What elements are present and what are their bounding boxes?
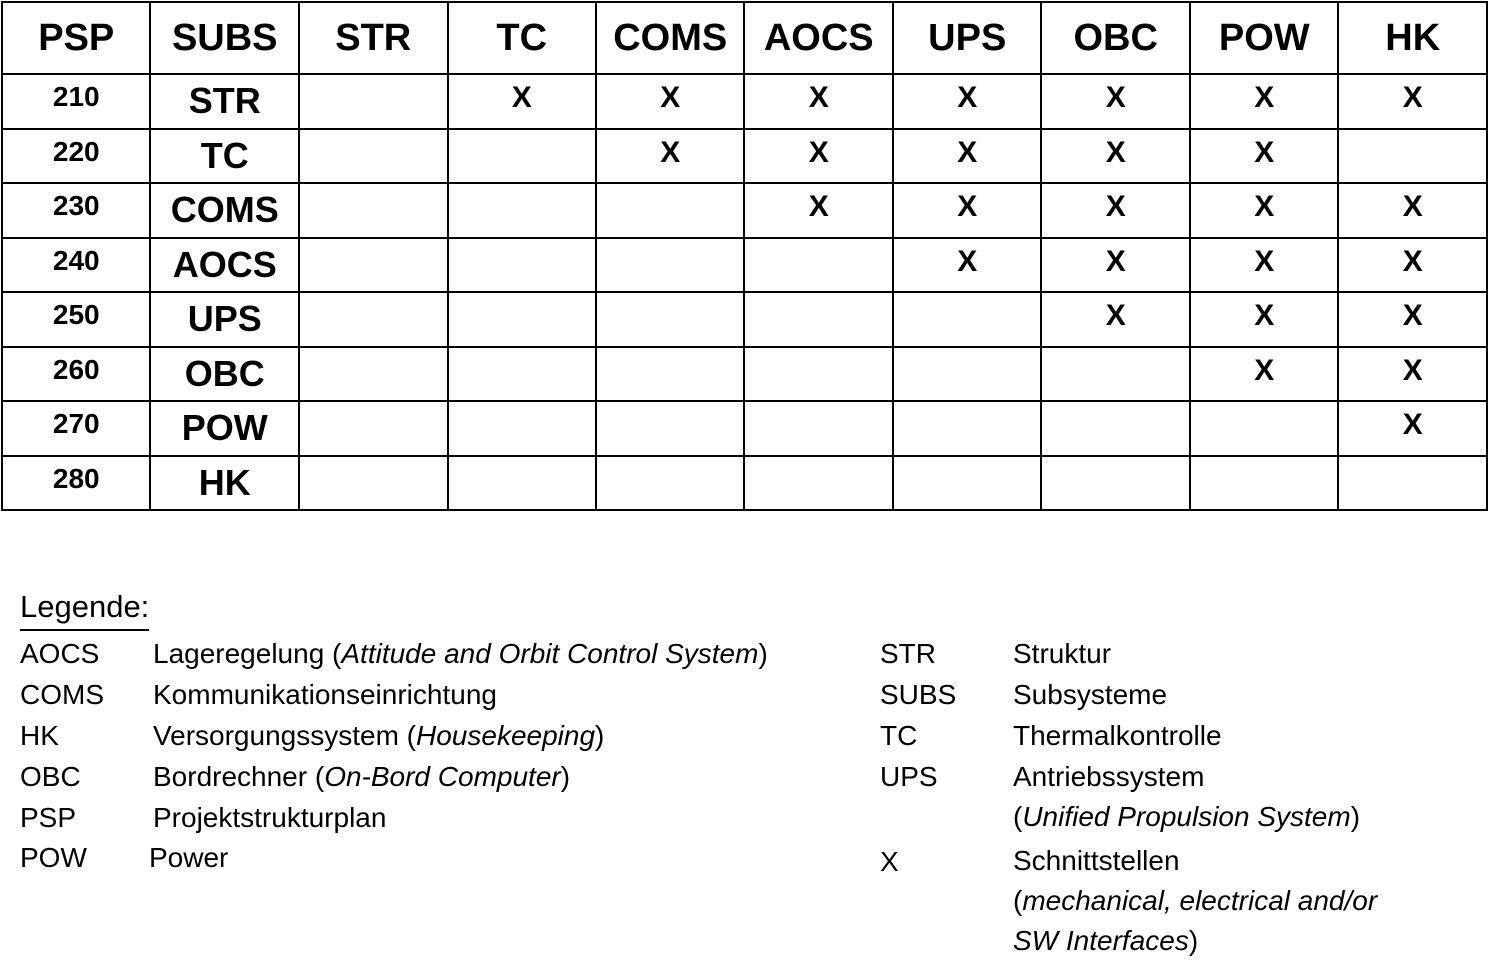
legend-desc-aocs: Lageregelung (Attitude and Orbit Control System) (153, 638, 768, 669)
interface-mark-cell (893, 347, 1041, 402)
subs-cell: STR (150, 74, 299, 129)
header-row (2, 2, 1487, 74)
interface-mark-cell (1338, 129, 1487, 184)
interface-mark-cell (299, 401, 447, 456)
interface-mark-cell (448, 183, 596, 238)
header-str: STR (299, 2, 447, 74)
psp-cell: 240 (2, 238, 150, 293)
interface-mark-cell (596, 183, 745, 238)
interface-mark-cell: X (893, 129, 1041, 184)
legend-abbr-subs: SUBS (880, 679, 957, 710)
table-row (2, 401, 1487, 456)
table-row (2, 347, 1487, 402)
subs-cell: TC (150, 129, 299, 184)
subs-cell: UPS (150, 292, 299, 347)
interface-mark-cell (893, 292, 1041, 347)
interface-mark-cell (596, 292, 745, 347)
interface-mark-cell (1190, 456, 1339, 511)
interface-mark-cell (1041, 456, 1190, 511)
interface-mark-cell: X (893, 74, 1041, 129)
interface-mark-cell: X (1041, 183, 1190, 238)
psp-cell: 260 (2, 347, 150, 402)
subs-cell: COMS (150, 183, 299, 238)
interface-mark-cell (596, 347, 745, 402)
legend-desc-obc: Bordrechner (On-Bord Computer) (153, 761, 571, 792)
legend-desc-ups-line2: (Unified Propulsion System) (1013, 801, 1361, 832)
interface-mark-cell (299, 238, 447, 293)
header-ups: UPS (893, 2, 1041, 74)
legend-abbr-obc: OBC (20, 761, 81, 792)
psp-cell: 270 (2, 401, 150, 456)
interface-mark-cell (299, 347, 447, 402)
psp-cell: 250 (2, 292, 150, 347)
legend-desc-subs: Subsysteme (1013, 679, 1168, 710)
interface-mark-cell: X (1041, 74, 1190, 129)
legend-abbr-str: STR (880, 638, 936, 669)
interface-mark-cell (596, 238, 745, 293)
interface-mark-cell (448, 347, 596, 402)
legend-abbr-ups: UPS (880, 761, 938, 792)
psp-cell: 210 (2, 74, 150, 129)
interface-mark-cell: X (1338, 74, 1487, 129)
legend-desc-coms: Kommunikationseinrichtung (153, 679, 497, 710)
interface-mark-cell (596, 456, 745, 511)
legend-abbr-coms: COMS (20, 679, 104, 710)
interface-mark-cell (448, 292, 596, 347)
interface-mark-cell: X (1338, 292, 1487, 347)
interface-mark-cell (744, 456, 893, 511)
header-psp: PSP (2, 2, 150, 74)
interface-mark-cell: X (1190, 347, 1339, 402)
interface-mark-cell (299, 292, 447, 347)
legend-desc-x-line3: SW Interfaces) (1013, 925, 1199, 956)
legend-abbr-psp: PSP (20, 802, 77, 833)
legend-abbr-tc: TC (880, 720, 918, 751)
interface-mark-cell: X (744, 183, 893, 238)
interface-mark-cell: X (1190, 183, 1339, 238)
header-pow: POW (1190, 2, 1339, 74)
subs-cell: AOCS (150, 238, 299, 293)
interface-mark-cell (1041, 401, 1190, 456)
interface-mark-cell: X (1338, 238, 1487, 293)
interface-mark-cell: X (448, 74, 596, 129)
interface-mark-cell (448, 401, 596, 456)
legend-abbr-pow: POW (20, 842, 87, 873)
header-coms: COMS (596, 2, 745, 74)
table-row (2, 292, 1487, 347)
legend-desc-hk: Versorgungssystem (Housekeeping) (153, 720, 605, 751)
interface-mark-cell (1041, 347, 1190, 402)
interface-mark-cell (744, 238, 893, 293)
interface-mark-cell: X (744, 74, 893, 129)
header-obc: OBC (1041, 2, 1190, 74)
interface-mark-cell: X (1041, 292, 1190, 347)
interface-mark-cell (1190, 401, 1339, 456)
table-row (2, 456, 1487, 511)
interface-mark-cell: X (1338, 347, 1487, 402)
legend-abbr-x: X (880, 846, 899, 877)
table-row (2, 129, 1487, 184)
interface-mark-cell (893, 401, 1041, 456)
interface-mark-cell (744, 292, 893, 347)
interface-mark-cell (299, 74, 447, 129)
header-tc: TC (448, 2, 596, 74)
header-hk: HK (1338, 2, 1487, 74)
interface-mark-cell: X (893, 183, 1041, 238)
interface-mark-cell: X (744, 129, 893, 184)
interface-mark-cell (744, 401, 893, 456)
legend-title: Legende: (20, 585, 149, 631)
interface-mark-cell: X (1041, 129, 1190, 184)
legend-desc-psp: Projektstrukturplan (153, 802, 387, 833)
legend-desc-tc: Thermalkontrolle (1013, 720, 1222, 751)
legend-desc-pow: Power (149, 842, 229, 873)
interface-mark-cell (299, 129, 447, 184)
interface-mark-cell (596, 401, 745, 456)
interface-mark-cell: X (1041, 238, 1190, 293)
interface-mark-cell (893, 456, 1041, 511)
interface-mark-cell (448, 238, 596, 293)
legend-abbr-aocs: AOCS (20, 638, 100, 669)
interface-mark-cell: X (1338, 183, 1487, 238)
subs-cell: HK (150, 456, 299, 511)
interface-mark-cell: X (1190, 238, 1339, 293)
table-body (2, 74, 1487, 510)
interface-mark-cell (448, 129, 596, 184)
psp-cell: 230 (2, 183, 150, 238)
table-row (2, 183, 1487, 238)
interface-mark-cell: X (893, 238, 1041, 293)
interface-mark-cell: X (1338, 401, 1487, 456)
interface-mark-cell: X (596, 129, 745, 184)
table-row (2, 238, 1487, 293)
subs-cell: POW (150, 401, 299, 456)
interface-mark-cell (299, 456, 447, 511)
table-row (2, 74, 1487, 129)
psp-cell: 220 (2, 129, 150, 184)
header-subs: SUBS (150, 2, 299, 74)
interface-mark-cell (744, 347, 893, 402)
legend-desc-x-line2: (mechanical, electrical and/or (1013, 885, 1378, 916)
legend-desc-ups: Antriebssystem (1013, 761, 1205, 792)
interface-mark-cell: X (1190, 292, 1339, 347)
interface-mark-cell: X (1190, 74, 1339, 129)
interface-mark-cell: X (596, 74, 745, 129)
header-aocs: AOCS (744, 2, 893, 74)
subs-cell: OBC (150, 347, 299, 402)
interface-mark-cell (1338, 456, 1487, 511)
psp-cell: 280 (2, 456, 150, 511)
interface-mark-cell: X (1190, 129, 1339, 184)
interface-mark-cell (299, 183, 447, 238)
legend-desc-str: Struktur (1013, 638, 1112, 669)
legend-desc-x: Schnittstellen (1013, 845, 1180, 876)
interface-mark-cell (448, 456, 596, 511)
interface-matrix-table (1, 1, 1488, 511)
legend-abbr-hk: HK (20, 720, 59, 751)
